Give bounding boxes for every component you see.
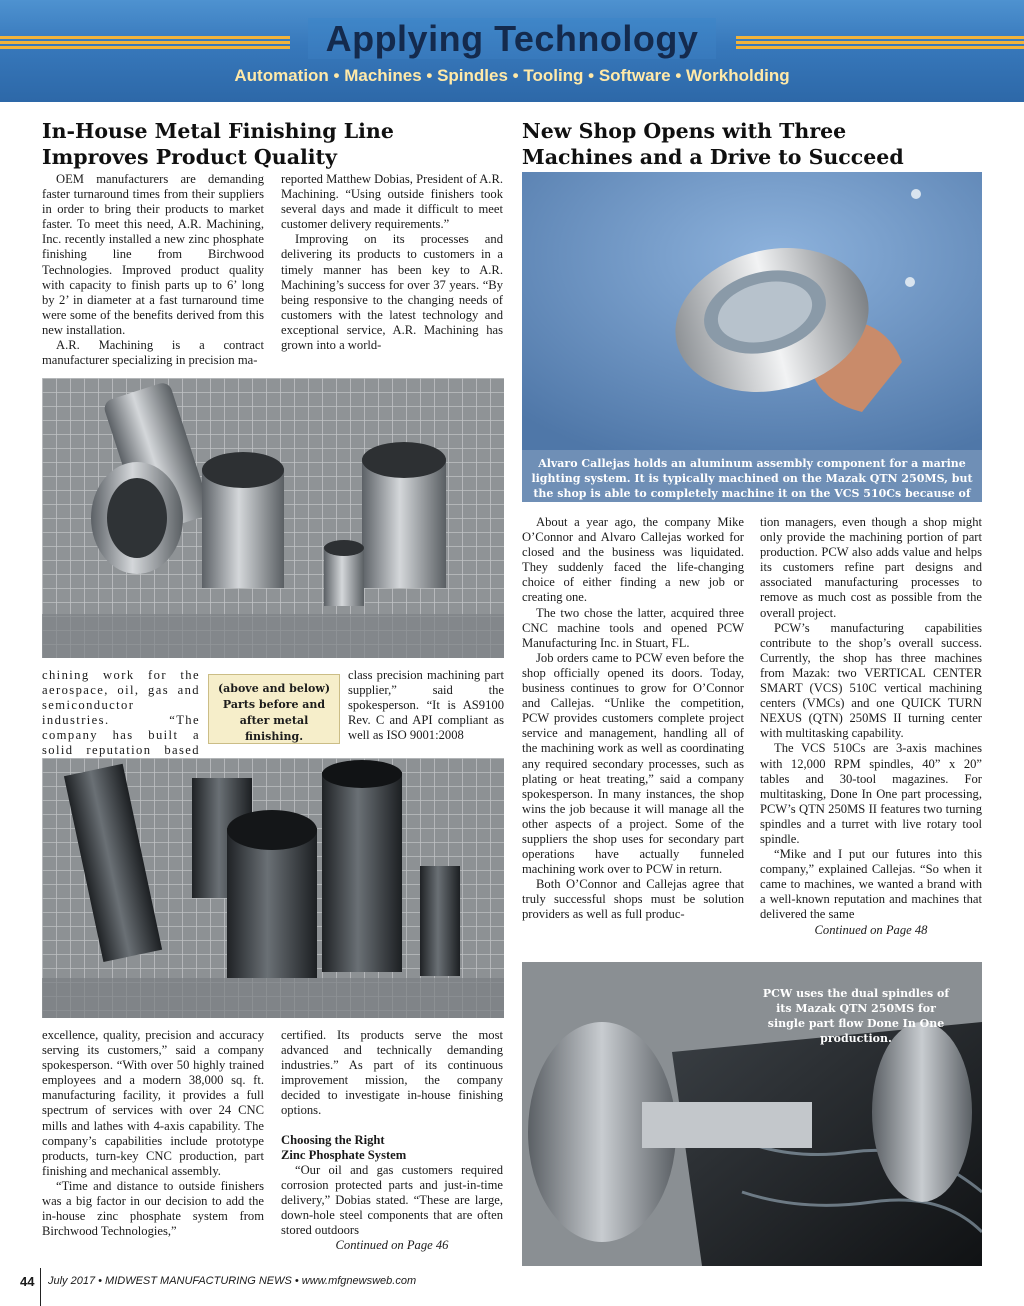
parts-before-photo [42,378,504,658]
right-headline: New Shop Opens with Three Machines and a Drive to Succeed [522,119,904,169]
lathe-photo-caption: PCW uses the dual spindles of its Mazak QTN 250MS for single part flow Done In One production. [762,987,950,1045]
aluminum-photo-caption: Alvaro Callejas holds an aluminum assembly component for a marine lighting system. It is typically machined on the Mazak QTN 250MS, but the shop is able to completely machine it on the VCS 510Cs because of their precise 3-axis interpolation. [522,450,982,502]
parts-photo-caption: (above and below) Parts before and after metal finishing. [208,674,340,744]
header-banner [0,0,1024,102]
parts-after-photo [42,758,504,1018]
left-mid-col2: class precision machining part supplier,” said the spokesperson. “It is AS9100 Rev. C and API compliant as well as ISO 9001:2008 [348,668,504,743]
subhead: Choosing the Right Zinc Phosphate System [281,1132,407,1162]
left-col2-top: reported Matthew Dobias, President of A.R. Machining. “Using outside finishers took several days and made it difficult to meet customer delivery requirements.” Improving on its processes and delivering its products to customers in a timely manner has been key to A.R. Machining’s success for over 37 years. “By being responsive to the changing needs of customers with the latest technology and exceptional service, A.R. Machining has grown into a world- [281,172,503,353]
footer-rule [40,1268,41,1306]
left-col1-top: OEM manufacturers are demanding faster turnaround times from their suppliers in order to bring their products to market faster. To meet this need, A.R. Machining, Inc. recently installed a new zinc phosphate finishing line from Birchwood Technologies. Improved product quality with capacity to finish parts up to 6’ long by 2’ in diameter at a fast turnaround time were some of the benefits derived from this new installation. A.R. Machining is a contract manufacturer specializing in precision ma- [42,172,264,368]
aluminum-part-photo [522,172,982,450]
page-footer [0,1268,1024,1306]
page-number: 44 [20,1274,35,1289]
left-col2-bottom: certified. Its products serve the most advanced and technically demanding industries.” As part of its continuous improvement mission, the company decided to investigate in-house finishing options. Choosing the Right Zinc Phosphate System “Our oil and gas customers required corrosion protected parts and just-in-time delivery,” Dobias stated. “These are large, down-hole steel components that are often stored outdoors Continued on Page 46 [281,1028,503,1253]
right-col1: About a year ago, the company Mike O’Connor and Alvaro Callejas worked for closed and the business was liquidated. They suddenly faced the life-changing choice of either finding a new job or creating one. The two chose the latter, acquired three CNC machine tools and opened PCW Manufacturing Inc. in Stuart, FL. Job orders came to PCW even before the shop officially opened its doors. Today, business continues to grow for O’Connor and Callejas. “Unlike the competition, PCW provides customers complete project service and management, handling all of the machining work as well as coordinating any required secondary processes, such as plating or heat treating,” said a company spokesperson. In many instances, the shop wins the job because it will manage all the other aspects of a project. Some of the suppliers the shop uses for secondary part operations have actually funneled machining work over to PCW in return. Both O’Connor and Callejas agree that truly successful shops must be solution providers as well as full produc- [522,515,744,922]
left-col1-bottom: excellence, quality, precision and accuracy serving its customers,” said a company spokesperson. “With over 50 highly trained employees and a modern 38,000 sq. ft. manufacturing facility, it provides a full spectrum of services with over 24 CNC mills and lathes with 4-axis capability. The company’s capabilities include prototype products, turn-key CNC production, part finishing and mechanical assembly. “Time and distance to outside finishers was a big factor in our decision to add the in-house zinc phosphate system from Birchwood Technologies,” [42,1028,264,1239]
left-headline: In-House Metal Finishing Line Improves Product Quality [42,119,394,169]
right-col2: tion managers, even though a shop might only provide the machining portion of part production. PCW also adds value and helps its customers refine part designs and associated manufacturing processes to remove as much cost as possible from the overall project. PCW’s manufacturing capabilities contribute to the shop’s overall success. Currently, the shop has three machines from Mazak: two VERTICAL CENTER SMART (VCS) 510C vertical machining centers (VMCs) and one QUICK TURN NEXUS (QTN) 250MS II turning center with multitasking capability. The VCS 510Cs are 3-axis machines with 12,000 RPM spindles, 40” x 20” tables and 30-tool magazines. For multitasking, Done In One part processing, PCW’s QTN 250MS II features two turning spindles and a turret with live rotary tool spindle. “Mike and I put our futures into this company,” explained Callejas. “So when it came to machines, we wanted a brand with a well-known reputation and machines that delivered the same Continued on Page 48 [760,515,982,937]
footer-publication-info: July 2017 • MIDWEST MANUFACTURING NEWS • www.mfgnewsweb.com [48,1275,417,1287]
right-continued: Continued on Page 48 [814,922,928,937]
left-mid-col1: chining work for the aerospace, oil, gas and semiconductor industries. “The company has built a solid reputation based [42,668,200,758]
left-continued: Continued on Page 46 [335,1238,449,1253]
section-title: Applying Technology [0,18,1024,60]
section-topics: Automation • Machines • Spindles • Tooling • Software • Workholding [234,66,790,85]
